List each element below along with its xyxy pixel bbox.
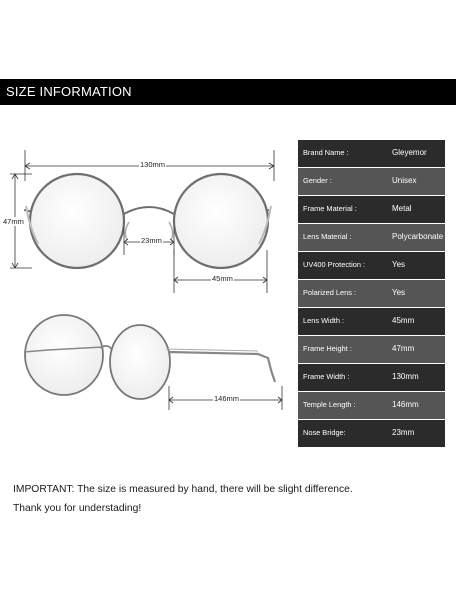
spec-label: Brand Name : <box>303 148 349 157</box>
spec-label: Temple Length : <box>303 400 356 409</box>
front-view-glasses <box>24 174 271 268</box>
spec-value: 23mm <box>392 428 415 437</box>
front-left-lens <box>30 174 124 268</box>
spec-row-lens-material <box>298 224 445 251</box>
spec-value: Yes <box>392 260 406 269</box>
spec-row-gender <box>298 168 445 195</box>
spec-label: Lens Material : <box>303 232 352 241</box>
spec-row-frame-material <box>298 196 445 223</box>
temple-arm <box>168 352 275 382</box>
spec-row-polarized <box>298 280 445 307</box>
spec-label: Frame Height : <box>303 344 352 353</box>
spec-label: Nose Bridge: <box>303 428 346 437</box>
dim-total-width: 130mm <box>140 160 166 169</box>
spec-value: Polycarbonate <box>392 232 444 241</box>
side-right-lens <box>110 325 170 399</box>
spec-value: 45mm <box>392 316 415 325</box>
dim-frame-height: 47mm <box>3 217 24 226</box>
spec-row-brand <box>298 140 445 167</box>
side-view-glasses <box>24 315 275 399</box>
spec-value: Yes <box>392 288 406 297</box>
spec-label: Gender : <box>303 176 332 185</box>
spec-value: 130mm <box>392 372 419 381</box>
side-left-lens <box>25 315 103 395</box>
spec-row-nose-bridge <box>298 420 445 447</box>
thanks-note: Thank you for understading! <box>13 503 142 514</box>
spec-label: Lens Width : <box>303 316 345 325</box>
important-note: IMPORTANT: The size is measured by hand, there will be slight difference. <box>13 484 353 495</box>
spec-value: 47mm <box>392 344 415 353</box>
spec-label: Frame Material : <box>303 204 357 213</box>
spec-row-frame-height <box>298 336 445 363</box>
spec-label: Polarized Lens : <box>303 288 356 297</box>
spec-label: UV400 Protection : <box>303 260 366 269</box>
spec-value: 146mm <box>392 400 419 409</box>
nose-bridge <box>124 207 174 214</box>
spec-value: Metal <box>392 204 412 213</box>
spec-label: Frame Width : <box>303 372 350 381</box>
spec-row-lens-width <box>298 308 445 335</box>
spec-value: Unisex <box>392 176 417 185</box>
dim-lens-width: 45mm <box>212 274 233 283</box>
dim-temple-length: 146mm <box>214 394 240 403</box>
spec-row-frame-width <box>298 364 445 391</box>
spec-row-temple-length <box>298 392 445 419</box>
banner-title: SIZE INFORMATION <box>6 84 132 99</box>
dim-nose-bridge: 23mm <box>141 236 162 245</box>
spec-row-uv400 <box>298 252 445 279</box>
front-right-lens <box>174 174 268 268</box>
spec-table <box>298 140 445 450</box>
spec-value: Gleyemor <box>392 148 427 157</box>
